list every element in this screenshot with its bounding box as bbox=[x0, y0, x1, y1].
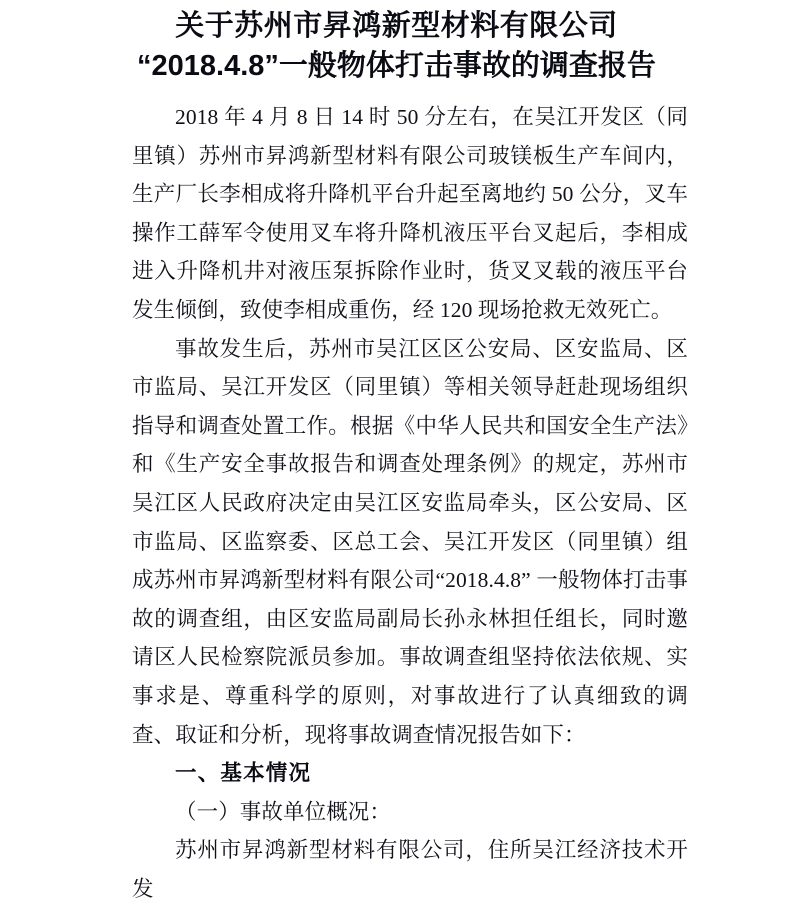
document-body bbox=[132, 98, 688, 908]
paragraph-investigation-formation: 事故发生后，苏州市吴江区区公安局、区安监局、区市监局、吴江开发区（同里镇）等相关领导赶赴现场组织指导和调查处置工作。根据《中华人民共和国安全生产法》和《生产安全事故报告和调查处理条例》的规定，苏州市吴江区人民政府决定由吴江区安监局牵头，区公安局、区市监局、区监察委、区总工会、吴江开发区（同里镇）组成苏州市昇鸿新型材料有限公司“2018.4.8” 一般物体打击事故的调查组，由区安监局副局长孙永林担任组长，同时邀请区人民检察院派员参加。事故调查组坚持依法依规、实事求是、尊重科学的原则，对事故进行了认真细致的调查、取证和分析，现将事故调查情况报告如下： bbox=[132, 336, 688, 747]
page-title-line-1: 关于苏州市昇鸿新型材料有限公司 bbox=[175, 10, 618, 42]
page-title bbox=[0, 0, 793, 86]
page-title-line-2: “2018.4.8”一般物体打击事故的调查报告 bbox=[137, 50, 656, 82]
section-heading-basic-situation: 一、基本情况 bbox=[175, 761, 312, 786]
paragraph-company-address-start: 苏州市昇鸿新型材料有限公司，住所吴江经济技术开发 bbox=[132, 838, 688, 901]
subsection-heading-unit-overview: （一）事故单位概况： bbox=[175, 799, 392, 824]
paragraph-incident-description: 2018 年 4 月 8 日 14 时 50 分左右，在吴江开发区（同里镇）苏州市昇鸿新型材料有限公司玻镁板生产车间内，生产厂长李相成将升降机平台升起至离地约 50 公分，叉车操作工薛军令使用叉车将升降机液压平台叉起后，李相成进入升降机井对液压泵拆除作业时，货叉叉载的液压平台发生倾倒，致使李相成重伤，经 120 现场抢救无效死亡。 bbox=[132, 105, 688, 322]
